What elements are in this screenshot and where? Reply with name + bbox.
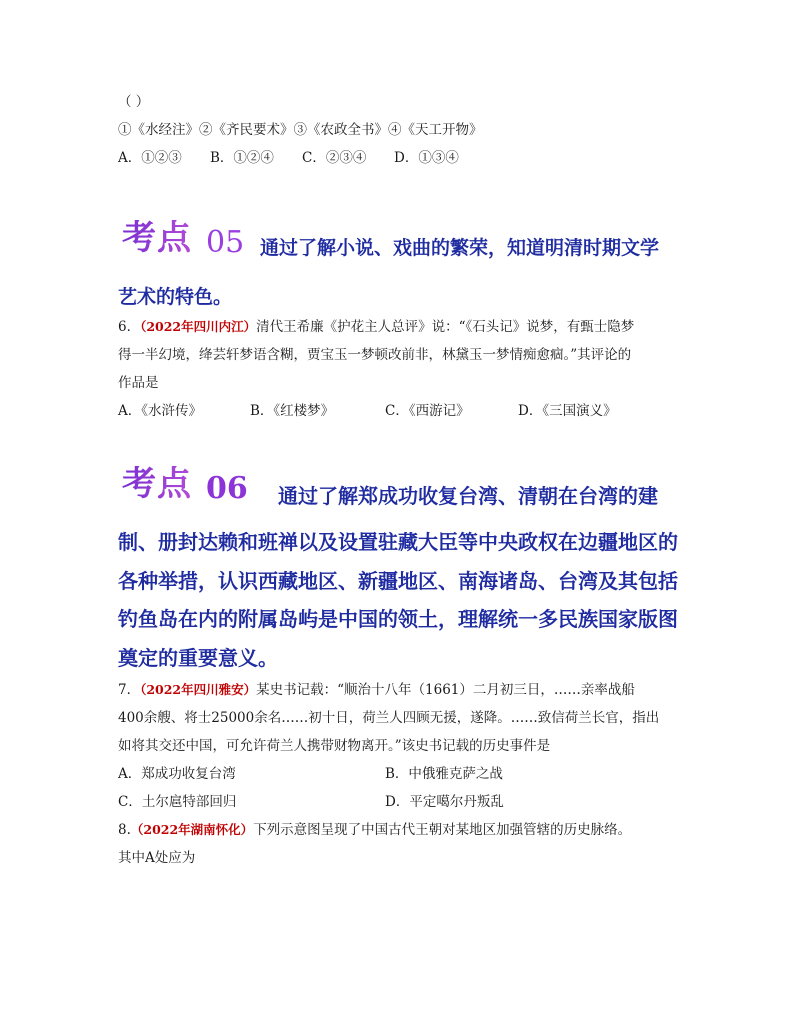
question-text: 清代王希廉《护花主人总评》说：“《石头记》说梦，有甄士隐梦 [256,319,635,335]
option-b: B．《红楼梦》 [250,403,335,419]
question-8-line1 [118,821,631,839]
option-c: C．《西游记》 [385,403,470,419]
question-7-line3: 如将其交还中国，可允许荷兰人携带财物离开。”该史书记载的历史事件是 [118,738,551,754]
question-8-line2: 其中A处应为 [118,850,196,866]
kaodian-06-text-line1: 通过了解郑成功收复台湾、清朝在台湾的建 [278,484,658,508]
kaodian-05-text-line1: 通过了解小说、戏曲的繁荣，知道明清时期文学 [260,237,660,259]
option-d: D．《三国演义》 [518,403,617,419]
kaodian-06-text-line3: 各种举措，认识西藏地区、新疆地区、南海诸岛、台湾及其包括 [118,569,678,593]
question-source: （2022年四川雅安） [140,682,257,697]
question-source: （2022年湖南怀化） [130,822,254,837]
option-a: A．①②③ [118,150,182,166]
question-6-line2: 得一半幻境，绛芸轩梦语含糊，贾宝玉一梦顿改前非，林黛玉一梦情痴愈痼。”其评论的 [118,347,632,363]
question-7-line1 [118,681,635,699]
kaodian-06-text-line4: 钓鱼岛在内的附属岛屿是中国的领土，理解统一多民族国家版图 [118,607,678,631]
question-7-line2: 400余艘、将士25000余名……初十日，荷兰人四顾无援，遂降。……致信荷兰长官，指出 [118,710,660,726]
question-items: ①《水经注》②《齐民要术》③《农政全书》④《天工开物》 [118,122,483,138]
option-b: B．①②④ [210,150,274,166]
kaodian-06-text-line2: 制、册封达赖和班禅以及设置驻藏大臣等中央政权在边疆地区的 [118,530,678,554]
option-b: B．中俄雅克萨之战 [385,766,503,782]
kaodian-05-label: 考点 [122,218,192,258]
kaodian-05-text-line2: 艺术的特色。 [118,286,233,308]
kaodian-05-number: 05 [206,225,245,260]
answer-parentheses: （ ） [118,94,150,110]
question-source: （2022年四川内江） [140,319,257,334]
question-6-line1 [118,318,634,336]
question-text: 某史书记载：“顺治十八年（1661）二月初三日，……亲率战船 [256,682,635,698]
option-d: D．①③④ [394,150,459,166]
kaodian-06-number: 06 [206,471,248,506]
kaodian-06-text-line5: 奠定的重要意义。 [118,646,278,670]
option-c: C．土尔扈特部回归 [118,794,237,810]
question-text: 下列示意图呈现了中国古代王朝对某地区加强管辖的历史脉络。 [253,822,632,838]
option-d: D．平定噶尔丹叛乱 [385,794,504,810]
option-c: C．②③④ [302,150,367,166]
option-a: A．郑成功收复台湾 [118,766,236,782]
question-number: 8. [118,822,131,838]
option-a: A．《水浒传》 [118,403,202,419]
question-number: 6． [118,319,141,335]
question-number: 7． [118,682,141,698]
question-6-line3: 作品是 [118,375,159,391]
kaodian-06-label: 考点 [122,464,192,504]
